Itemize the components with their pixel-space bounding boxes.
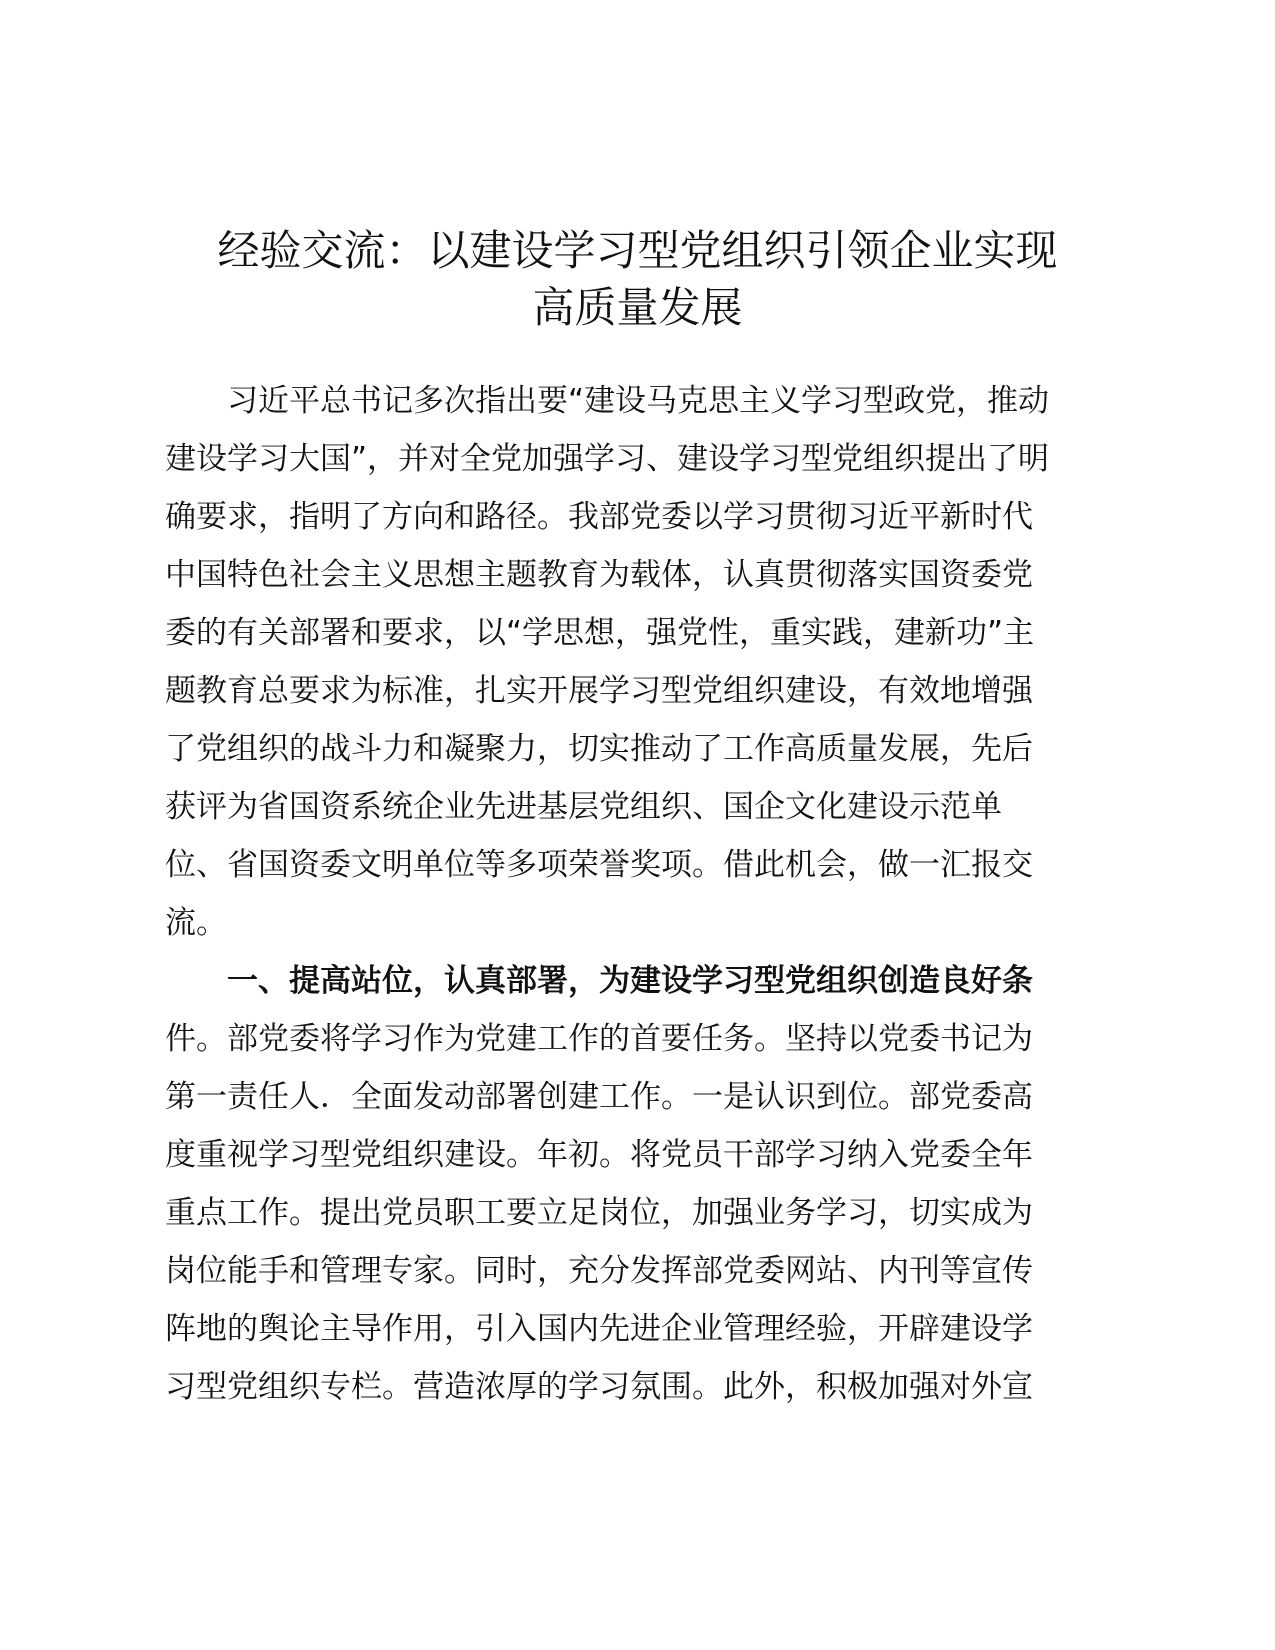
paragraph-line: 习近平总书记多次指出要“建设马克思主义学习型政党，推动 bbox=[227, 383, 1050, 419]
paragraph-line: 第一责任人．全面发动部署创建工作。一是认识到位。部党委高 bbox=[165, 1079, 1033, 1115]
paragraph-line: 中国特色社会主义思想主题教育为载体，认真贯彻落实国资委党 bbox=[165, 557, 1033, 593]
section-heading: 一、提高站位，认真部署，为建设学习型党组织创造良好条 bbox=[227, 963, 1033, 999]
paragraph-line: 确要求，指明了方向和路径。我部党委以学习贯彻习近平新时代 bbox=[165, 499, 1033, 535]
paragraph-line: 委的有关部署和要求，以“学思想，强党性，重实践，建新功”主 bbox=[165, 615, 1035, 651]
paragraph-line: 件。部党委将学习作为党建工作的首要任务。坚持以党委书记为 bbox=[165, 1021, 1033, 1057]
paragraph-line: 习型党组织专栏。营造浓厚的学习氛围。此外，积极加强对外宣 bbox=[165, 1369, 1033, 1405]
paragraph-intro bbox=[165, 372, 1049, 952]
document-title bbox=[140, 222, 1135, 336]
paragraph-line: 阵地的舆论主导作用，引入国内先进企业管理经验，开辟建设学 bbox=[165, 1311, 1033, 1347]
paragraph-line: 建设学习大国”，并对全党加强学习、建设学习型党组织提出了明 bbox=[165, 441, 1050, 477]
paragraph-line: 流。 bbox=[165, 905, 227, 941]
title-line: 经验交流：以建设学习型党组织引领企业实现 bbox=[217, 226, 1058, 275]
paragraph-line: 获评为省国资系统企业先进基层党组织、国企文化建设示范单 bbox=[165, 789, 1002, 825]
title-line: 高质量发展 bbox=[532, 283, 743, 332]
paragraph-line: 度重视学习型党组织建设。年初。将党员干部学习纳入党委全年 bbox=[165, 1137, 1033, 1173]
paragraph-line: 题教育总要求为标准，扎实开展学习型党组织建设，有效地增强 bbox=[165, 673, 1033, 709]
paragraph-line: 位、省国资委文明单位等多项荣誉奖项。借此机会，做一汇报交 bbox=[165, 847, 1033, 883]
paragraph-section-one bbox=[165, 952, 1033, 1416]
paragraph-line: 重点工作。提出党员职工要立足岗位，加强业务学习，切实成为 bbox=[165, 1195, 1033, 1231]
paragraph-line: 了党组织的战斗力和凝聚力，切实推动了工作高质量发展，先后 bbox=[165, 731, 1033, 767]
paragraph-line: 岗位能手和管理专家。同时，充分发挥部党委网站、内刊等宣传 bbox=[165, 1253, 1033, 1289]
